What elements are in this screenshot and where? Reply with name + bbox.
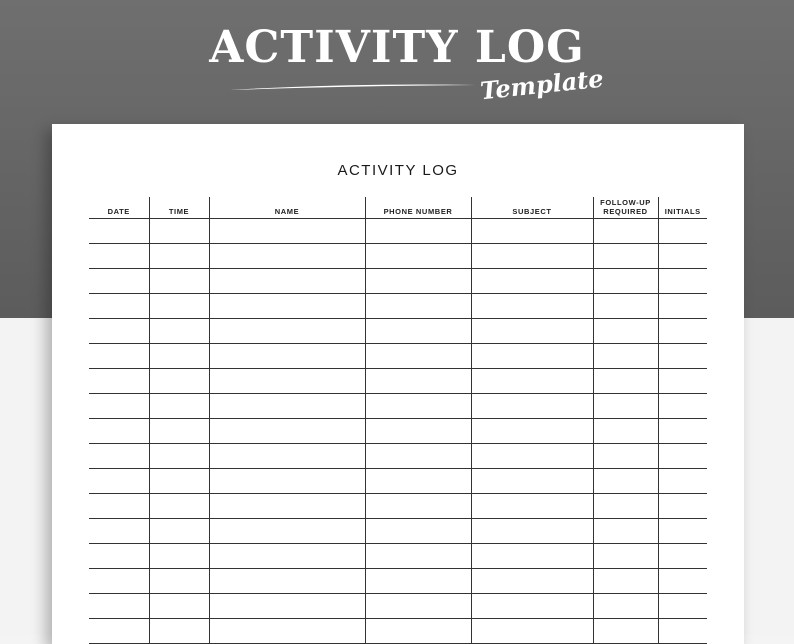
table-row: [89, 494, 707, 519]
cell-initials[interactable]: [658, 569, 707, 594]
table-row: [89, 569, 707, 594]
cell-initials[interactable]: [658, 544, 707, 569]
column-header-time: TIME: [149, 197, 209, 219]
column-header-follow-up-required: FOLLOW-UP REQUIRED: [593, 197, 658, 219]
table-row: [89, 419, 707, 444]
cell-name[interactable]: [209, 544, 365, 569]
cell-subject[interactable]: [471, 294, 593, 319]
column-header-phone-number: PHONE NUMBER: [365, 197, 471, 219]
cell-date[interactable]: [89, 344, 149, 369]
cell-initials[interactable]: [658, 444, 707, 469]
cell-initials[interactable]: [658, 319, 707, 344]
cell-subject[interactable]: [471, 394, 593, 419]
cell-subject[interactable]: [471, 469, 593, 494]
table-row: [89, 394, 707, 419]
cell-phone[interactable]: [365, 444, 471, 469]
cell-followup[interactable]: [593, 369, 658, 394]
cell-followup[interactable]: [593, 594, 658, 619]
cell-followup[interactable]: [593, 569, 658, 594]
table-row: [89, 244, 707, 269]
column-header-initials: INITIALS: [658, 197, 707, 219]
cell-date[interactable]: [89, 569, 149, 594]
cell-followup[interactable]: [593, 344, 658, 369]
cell-name[interactable]: [209, 294, 365, 319]
activity-log-table: [89, 197, 707, 644]
cell-time[interactable]: [149, 469, 209, 494]
cell-followup[interactable]: [593, 469, 658, 494]
cell-time[interactable]: [149, 269, 209, 294]
table-row: [89, 544, 707, 569]
cell-phone[interactable]: [365, 369, 471, 394]
cell-followup[interactable]: [593, 219, 658, 244]
cell-name[interactable]: [209, 594, 365, 619]
cell-phone[interactable]: [365, 219, 471, 244]
table-row: [89, 269, 707, 294]
cell-time[interactable]: [149, 569, 209, 594]
cell-phone[interactable]: [365, 419, 471, 444]
document-title: ACTIVITY LOG: [337, 162, 459, 179]
table-body: [89, 219, 707, 644]
cell-phone[interactable]: [365, 494, 471, 519]
cell-subject[interactable]: [471, 319, 593, 344]
cell-phone[interactable]: [365, 519, 471, 544]
cell-time[interactable]: [149, 594, 209, 619]
cell-date[interactable]: [89, 519, 149, 544]
cell-initials[interactable]: [658, 369, 707, 394]
cell-name[interactable]: [209, 394, 365, 419]
cell-phone[interactable]: [365, 569, 471, 594]
cell-initials[interactable]: [658, 519, 707, 544]
cell-followup[interactable]: [593, 419, 658, 444]
cell-followup[interactable]: [593, 444, 658, 469]
cell-followup[interactable]: [593, 394, 658, 419]
cell-subject[interactable]: [471, 269, 593, 294]
cell-phone[interactable]: [365, 344, 471, 369]
cell-phone[interactable]: [365, 544, 471, 569]
cell-name[interactable]: [209, 569, 365, 594]
cell-phone[interactable]: [365, 469, 471, 494]
cell-time[interactable]: [149, 244, 209, 269]
cell-subject[interactable]: [471, 244, 593, 269]
cell-name[interactable]: [209, 419, 365, 444]
cell-name[interactable]: [209, 469, 365, 494]
cell-date[interactable]: [89, 244, 149, 269]
table-row: [89, 294, 707, 319]
hero-script-label: Template: [478, 63, 605, 106]
cell-subject[interactable]: [471, 519, 593, 544]
cell-name[interactable]: [209, 444, 365, 469]
column-header-date: DATE: [89, 197, 149, 219]
cell-date[interactable]: [89, 594, 149, 619]
cell-initials[interactable]: [658, 619, 707, 644]
cell-initials[interactable]: [658, 244, 707, 269]
cell-time[interactable]: [149, 369, 209, 394]
cell-date[interactable]: [89, 294, 149, 319]
column-header-name: NAME: [209, 197, 365, 219]
cell-time[interactable]: [149, 619, 209, 644]
cell-followup[interactable]: [593, 544, 658, 569]
cell-subject[interactable]: [471, 344, 593, 369]
cell-time[interactable]: [149, 544, 209, 569]
cell-followup[interactable]: [593, 519, 658, 544]
cell-date[interactable]: [89, 494, 149, 519]
cell-subject[interactable]: [471, 219, 593, 244]
cell-subject[interactable]: [471, 569, 593, 594]
cell-date[interactable]: [89, 469, 149, 494]
cell-subject[interactable]: [471, 444, 593, 469]
table-header-row: [89, 197, 707, 219]
cell-initials[interactable]: [658, 469, 707, 494]
table-row: [89, 519, 707, 544]
table-row: [89, 344, 707, 369]
cell-name[interactable]: [209, 494, 365, 519]
cell-time[interactable]: [149, 219, 209, 244]
cell-date[interactable]: [89, 269, 149, 294]
cell-date[interactable]: [89, 219, 149, 244]
cell-subject[interactable]: [471, 544, 593, 569]
cell-phone[interactable]: [365, 619, 471, 644]
cell-date[interactable]: [89, 394, 149, 419]
cell-followup[interactable]: [593, 244, 658, 269]
cell-followup[interactable]: [593, 319, 658, 344]
cell-name[interactable]: [209, 244, 365, 269]
cell-initials[interactable]: [658, 219, 707, 244]
table-row: [89, 219, 707, 244]
cell-date[interactable]: [89, 619, 149, 644]
cell-phone[interactable]: [365, 319, 471, 344]
cell-name[interactable]: [209, 369, 365, 394]
cell-date[interactable]: [89, 444, 149, 469]
cell-subject[interactable]: [471, 369, 593, 394]
cell-initials[interactable]: [658, 344, 707, 369]
cell-date[interactable]: [89, 369, 149, 394]
cell-initials[interactable]: [658, 594, 707, 619]
cell-name[interactable]: [209, 519, 365, 544]
cell-subject[interactable]: [471, 494, 593, 519]
cell-time[interactable]: [149, 494, 209, 519]
table-row: [89, 619, 707, 644]
hero-title: ACTIVITY LOG: [209, 22, 585, 73]
cell-time[interactable]: [149, 394, 209, 419]
cell-initials[interactable]: [658, 394, 707, 419]
column-header-subject: SUBJECT: [471, 197, 593, 219]
swoosh-underline: [228, 82, 478, 92]
cell-subject[interactable]: [471, 594, 593, 619]
cell-phone[interactable]: [365, 244, 471, 269]
cell-name[interactable]: [209, 344, 365, 369]
cell-followup[interactable]: [593, 269, 658, 294]
cell-time[interactable]: [149, 319, 209, 344]
cell-initials[interactable]: [658, 294, 707, 319]
cell-subject[interactable]: [471, 619, 593, 644]
table-row: [89, 444, 707, 469]
cell-date[interactable]: [89, 544, 149, 569]
cell-followup[interactable]: [593, 619, 658, 644]
table-row: [89, 594, 707, 619]
cell-phone[interactable]: [365, 594, 471, 619]
table-row: [89, 369, 707, 394]
cell-initials[interactable]: [658, 494, 707, 519]
table-row: [89, 469, 707, 494]
cell-initials[interactable]: [658, 269, 707, 294]
cell-time[interactable]: [149, 419, 209, 444]
cell-time[interactable]: [149, 444, 209, 469]
cell-time[interactable]: [149, 294, 209, 319]
cell-subject[interactable]: [471, 419, 593, 444]
cell-date[interactable]: [89, 419, 149, 444]
cell-phone[interactable]: [365, 269, 471, 294]
cell-date[interactable]: [89, 319, 149, 344]
cell-name[interactable]: [209, 319, 365, 344]
cell-followup[interactable]: [593, 294, 658, 319]
cell-phone[interactable]: [365, 294, 471, 319]
cell-initials[interactable]: [658, 419, 707, 444]
table-row: [89, 319, 707, 344]
log-sheet: [52, 124, 744, 644]
cell-phone[interactable]: [365, 394, 471, 419]
cell-name[interactable]: [209, 219, 365, 244]
cell-time[interactable]: [149, 344, 209, 369]
cell-time[interactable]: [149, 519, 209, 544]
cell-followup[interactable]: [593, 494, 658, 519]
cell-name[interactable]: [209, 619, 365, 644]
cell-name[interactable]: [209, 269, 365, 294]
